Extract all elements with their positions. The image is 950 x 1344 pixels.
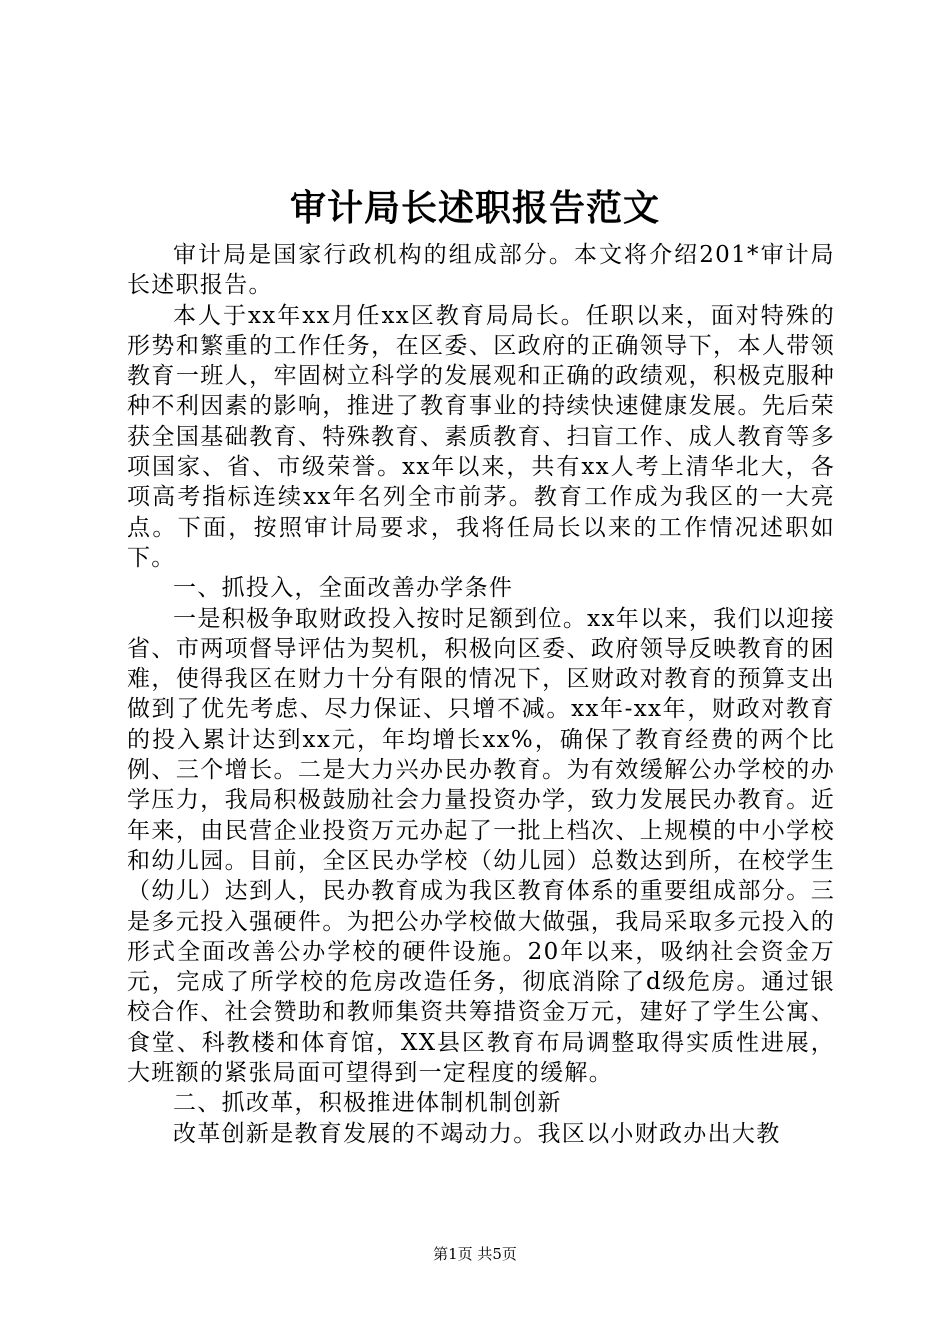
- page-number-footer: 第1页 共5页: [433, 1245, 517, 1263]
- paragraph-reform: 改革创新是教育发展的不竭动力。我区以小财政办出大教: [173, 1120, 781, 1147]
- document-title: 审计局长述职报告范文: [289, 187, 660, 229]
- paragraph-intro: 审计局是国家行政机构的组成部分。本文将介绍201*审计局长述职报告。: [127, 242, 835, 299]
- paragraph-investment: 一是积极争取财政投入按时足额到位。xx年以来，我们以迎接省、市两项督导评估为契机，积极向区委、政府领导反映教育的困难，使得我区在财力十分有限的情况下，区财政对教育的预算支出做到了优先考虑、尽力保证、只增不减。xx年-xx年，财政对教育的投入累计达到xx元，年均增长xx%，确保了教育经费的两个比例、三个增长。二是大力兴办民办教育。为有效缓解公办学校的办学压力，我局积极鼓励社会力量投资办学，致力发展民办教育。近年来，由民营企业投资万元办起了一批上档次、上规模的中小学校和幼儿园。目前，全区民办学校（幼儿园）总数达到所，在校学生（幼儿）达到人，民办教育成为我区教育体系的重要组成部分。三是多元投入强硬件。为把公办学校做大做强，我局采取多元投入的形式全面改善公办学校的硬件设施。20年以来，吸纳社会资金万元，完成了所学校的危房改造任务，彻底消除了d级危房。通过银校合作、社会赞助和教师集资共筹措资金万元，建好了学生公寓、食堂、科教楼和体育馆，XX县区教育布局调整取得实质性进展，大班额的紧张局面可望得到一定程度的缓解。: [127, 605, 835, 1087]
- paragraph-overview: 本人于xx年xx月任xx区教育局局长。任职以来，面对特殊的形势和繁重的工作任务，在区委、区政府的正确领导下，本人带领教育一班人，牢固树立科学的发展观和正确的政绩观，积极克服种种不利因素的影响，推进了教育事业的持续快速健康发展。先后荣获全国基础教育、特殊教育、素质教育、扫盲工作、成人教育等多项国家、省、市级荣誉。xx年以来，共有xx人考上清华北大，各项高考指标连续xx年名列全市前茅。教育工作成为我区的一大亮点。下面，按照审计局要求，我将任局长以来的工作情况述职如下。: [127, 302, 835, 571]
- section-heading-1: 一、抓投入，全面改善办学条件: [173, 575, 514, 602]
- section-heading-2: 二、抓改革，积极推进体制机制创新: [173, 1090, 562, 1117]
- document-body: [127, 240, 835, 1149]
